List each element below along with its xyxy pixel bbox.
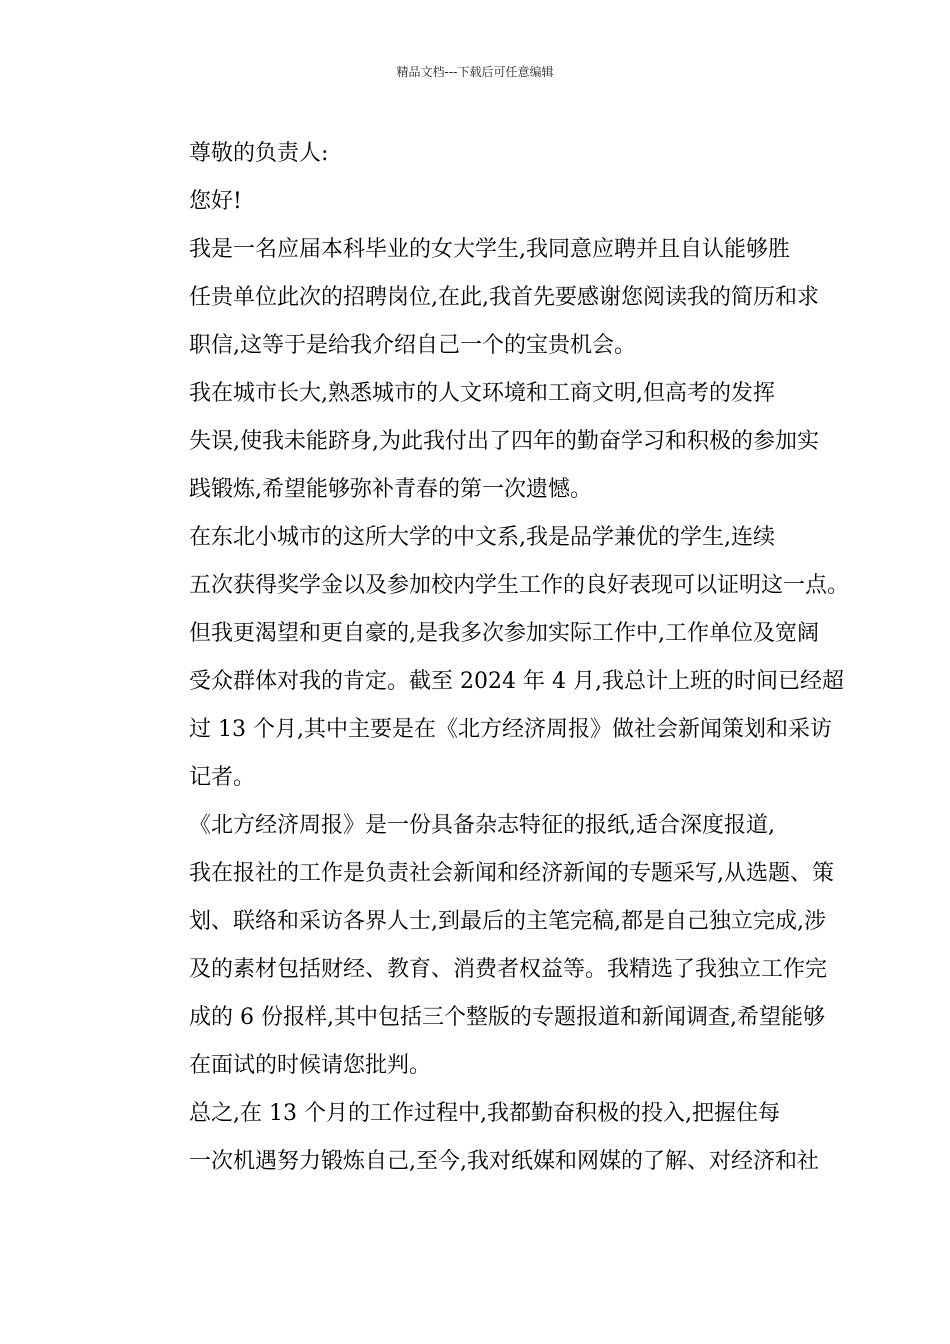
greeting: 您好!: [189, 189, 242, 214]
paragraph-5: [145, 1090, 819, 1186]
text-line: 我在报社的工作是负责社会新闻和经济新闻的专题采写,从选题、策: [189, 861, 834, 886]
text-line: 我在城市长大,熟悉城市的人文环境和工商文明,但高考的发挥: [189, 381, 775, 406]
text-line: 记者。: [189, 765, 256, 790]
text-line: 受众群体对我的肯定。截至 2024 年 4 月,我总计上班的时间已经超: [189, 669, 844, 694]
letter-body: [145, 130, 850, 1186]
page-header: 精品文档---下载后可任意编辑: [396, 65, 554, 79]
text-line: 及的素材包括财经、教育、消费者权益等。我精选了我独立工作完: [189, 957, 828, 982]
paragraph-2: [145, 370, 819, 514]
text-line: 在东北小城市的这所大学的中文系,我是品学兼优的学生,连续: [189, 525, 775, 550]
text-line: 五次获得奖学金以及参加校内学生工作的良好表现可以证明这一点。: [189, 573, 850, 598]
paragraph-1: [145, 226, 819, 370]
text-line: 践锻炼,希望能够弥补青春的第一次遗憾。: [189, 477, 592, 502]
text-line: 《北方经济周报》是一份具备杂志特征的报纸,适合深度报道,: [189, 813, 775, 838]
text-line: 划、联络和采访各界人士,到最后的主笔完稿,都是自己独立完成,涉: [189, 909, 826, 934]
text-line: 在面试的时候请您批判。: [189, 1053, 432, 1078]
text-line: 职信,这等于是给我介绍自己一个的宝贵机会。: [189, 333, 636, 358]
text-line: 我是一名应届本科毕业的女大学生,我同意应聘并且自认能够胜: [189, 237, 790, 262]
text-line: 总之,在 13 个月的工作过程中,我都勤奋积极的投入,把握住每: [189, 1101, 780, 1126]
text-line: 任贵单位此次的招聘岗位,在此,我首先要感谢您阅读我的简历和求: [189, 285, 819, 310]
text-line: 成的 6 份报样,其中包括三个整版的专题报道和新闻调查,希望能够: [189, 1005, 825, 1030]
text-line: 失误,使我未能跻身,为此我付出了四年的勤奋学习和积极的参加实: [189, 429, 819, 454]
paragraph-4: [145, 802, 834, 1090]
paragraph-3: [145, 514, 850, 802]
text-line: 但我更渴望和更自豪的,是我多次参加实际工作中,工作单位及宽阔: [189, 621, 819, 646]
text-line: 一次机遇努力锻炼自己,至今,我对纸媒和网媒的了解、对经济和社: [189, 1149, 819, 1174]
salutation: 尊敬的负责人:: [189, 141, 329, 166]
text-line: 过 13 个月,其中主要是在《北方经济周报》做社会新闻策划和采访: [189, 717, 832, 742]
